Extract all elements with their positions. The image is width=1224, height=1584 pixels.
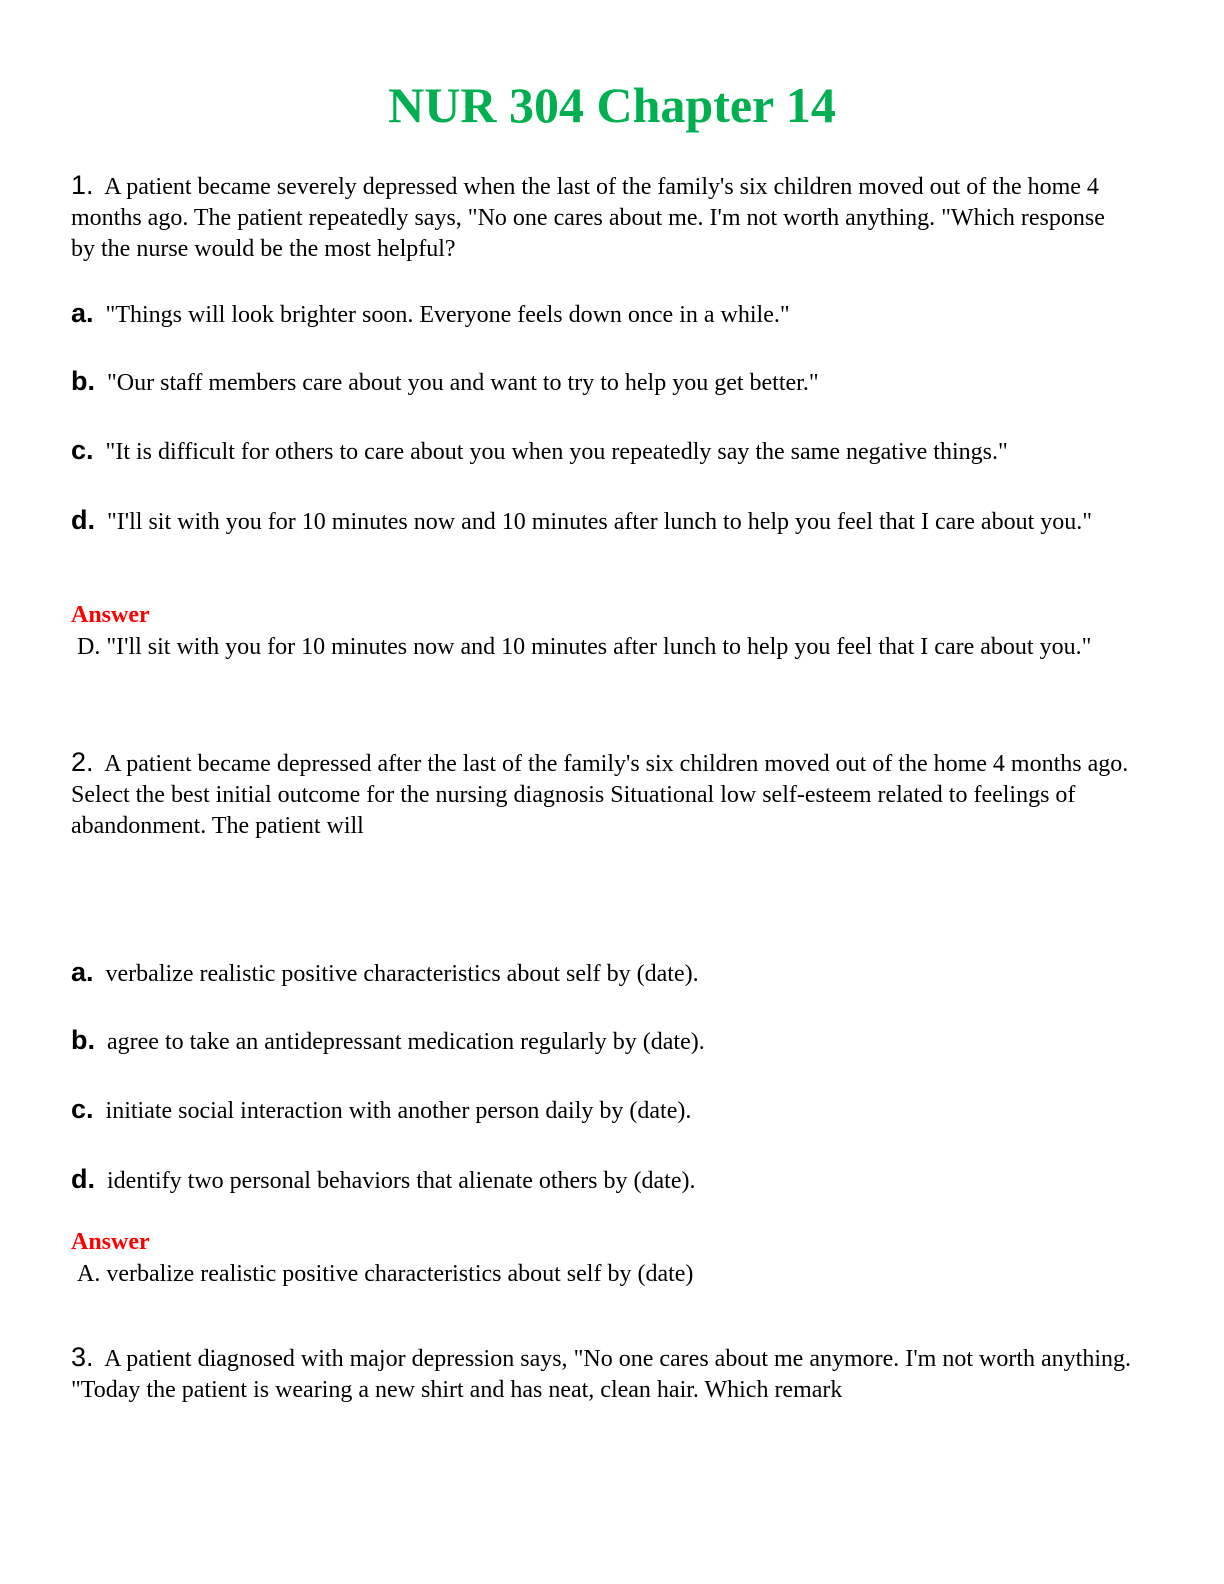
option-a bbox=[71, 298, 1131, 331]
option-letter: b. bbox=[71, 1025, 95, 1055]
option-text: "Things will look brighter soon. Everyone feels down once in a while." bbox=[105, 302, 790, 328]
option-text: "Our staff members care about you and want to try to help you get better." bbox=[107, 370, 819, 396]
option-text: identify two personal behaviors that alienate others by (date). bbox=[107, 1168, 696, 1194]
option-letter: a. bbox=[71, 298, 94, 328]
option-text: agree to take an antidepressant medication regularly by (date). bbox=[107, 1029, 705, 1055]
answer-label: Answer bbox=[71, 602, 150, 628]
option-text: "I'll sit with you for 10 minutes now and 10 minutes after lunch to help you feel that I care about you." bbox=[107, 509, 1093, 535]
question-text: A patient became depressed after the last of the family's six children moved out of the home 4 months ago. Select the best initial outcome for the nursing diagnosis Situational low self-esteem related to feelings of abandonment. The patient will bbox=[71, 751, 1129, 839]
option-letter: d. bbox=[71, 1164, 95, 1194]
option-text: "It is difficult for others to care about you when you repeatedly say the same negative things." bbox=[105, 439, 1008, 465]
question-3-stem bbox=[71, 1342, 1131, 1406]
option-letter: b. bbox=[71, 366, 95, 396]
page-title: NUR 304 Chapter 14 bbox=[388, 77, 836, 133]
option-letter: c. bbox=[71, 1094, 94, 1124]
question-text: A patient became severely depressed when the last of the family's six children moved out of the home 4 months ago. The patient repeatedly says, "No one cares about me. I'm not worth anything. "Which response by the nurse would be the most helpful? bbox=[71, 174, 1105, 262]
option-d bbox=[71, 505, 1131, 538]
answer-text: D. "I'll sit with you for 10 minutes now and 10 minutes after lunch to help you feel that I care about you." bbox=[77, 634, 1092, 660]
option-text: initiate social interaction with another person daily by (date). bbox=[105, 1098, 692, 1124]
option-letter: a. bbox=[71, 957, 94, 987]
question-number: 2. bbox=[71, 747, 94, 777]
answer-label: Answer bbox=[71, 1229, 150, 1255]
option-b bbox=[71, 1025, 1131, 1058]
question-text: A patient diagnosed with major depression says, "No one cares about me anymore. I'm not worth anything. "Today the patient is wearing a new shirt and has neat, clean hair. Which remark bbox=[71, 1346, 1131, 1403]
option-a bbox=[71, 957, 1131, 990]
option-letter: d. bbox=[71, 505, 95, 535]
option-d bbox=[71, 1164, 1131, 1197]
option-letter: c. bbox=[71, 435, 94, 465]
question-number: 3. bbox=[71, 1342, 94, 1372]
answer-text: A. verbalize realistic positive characteristics about self by (date) bbox=[77, 1261, 694, 1287]
option-text: verbalize realistic positive characteristics about self by (date). bbox=[105, 961, 699, 987]
option-b bbox=[71, 366, 1131, 399]
option-c bbox=[71, 435, 1131, 468]
option-c bbox=[71, 1094, 1131, 1127]
question-number: 1. bbox=[71, 170, 94, 200]
question-2-stem bbox=[71, 747, 1131, 842]
question-1-stem bbox=[71, 170, 1131, 265]
